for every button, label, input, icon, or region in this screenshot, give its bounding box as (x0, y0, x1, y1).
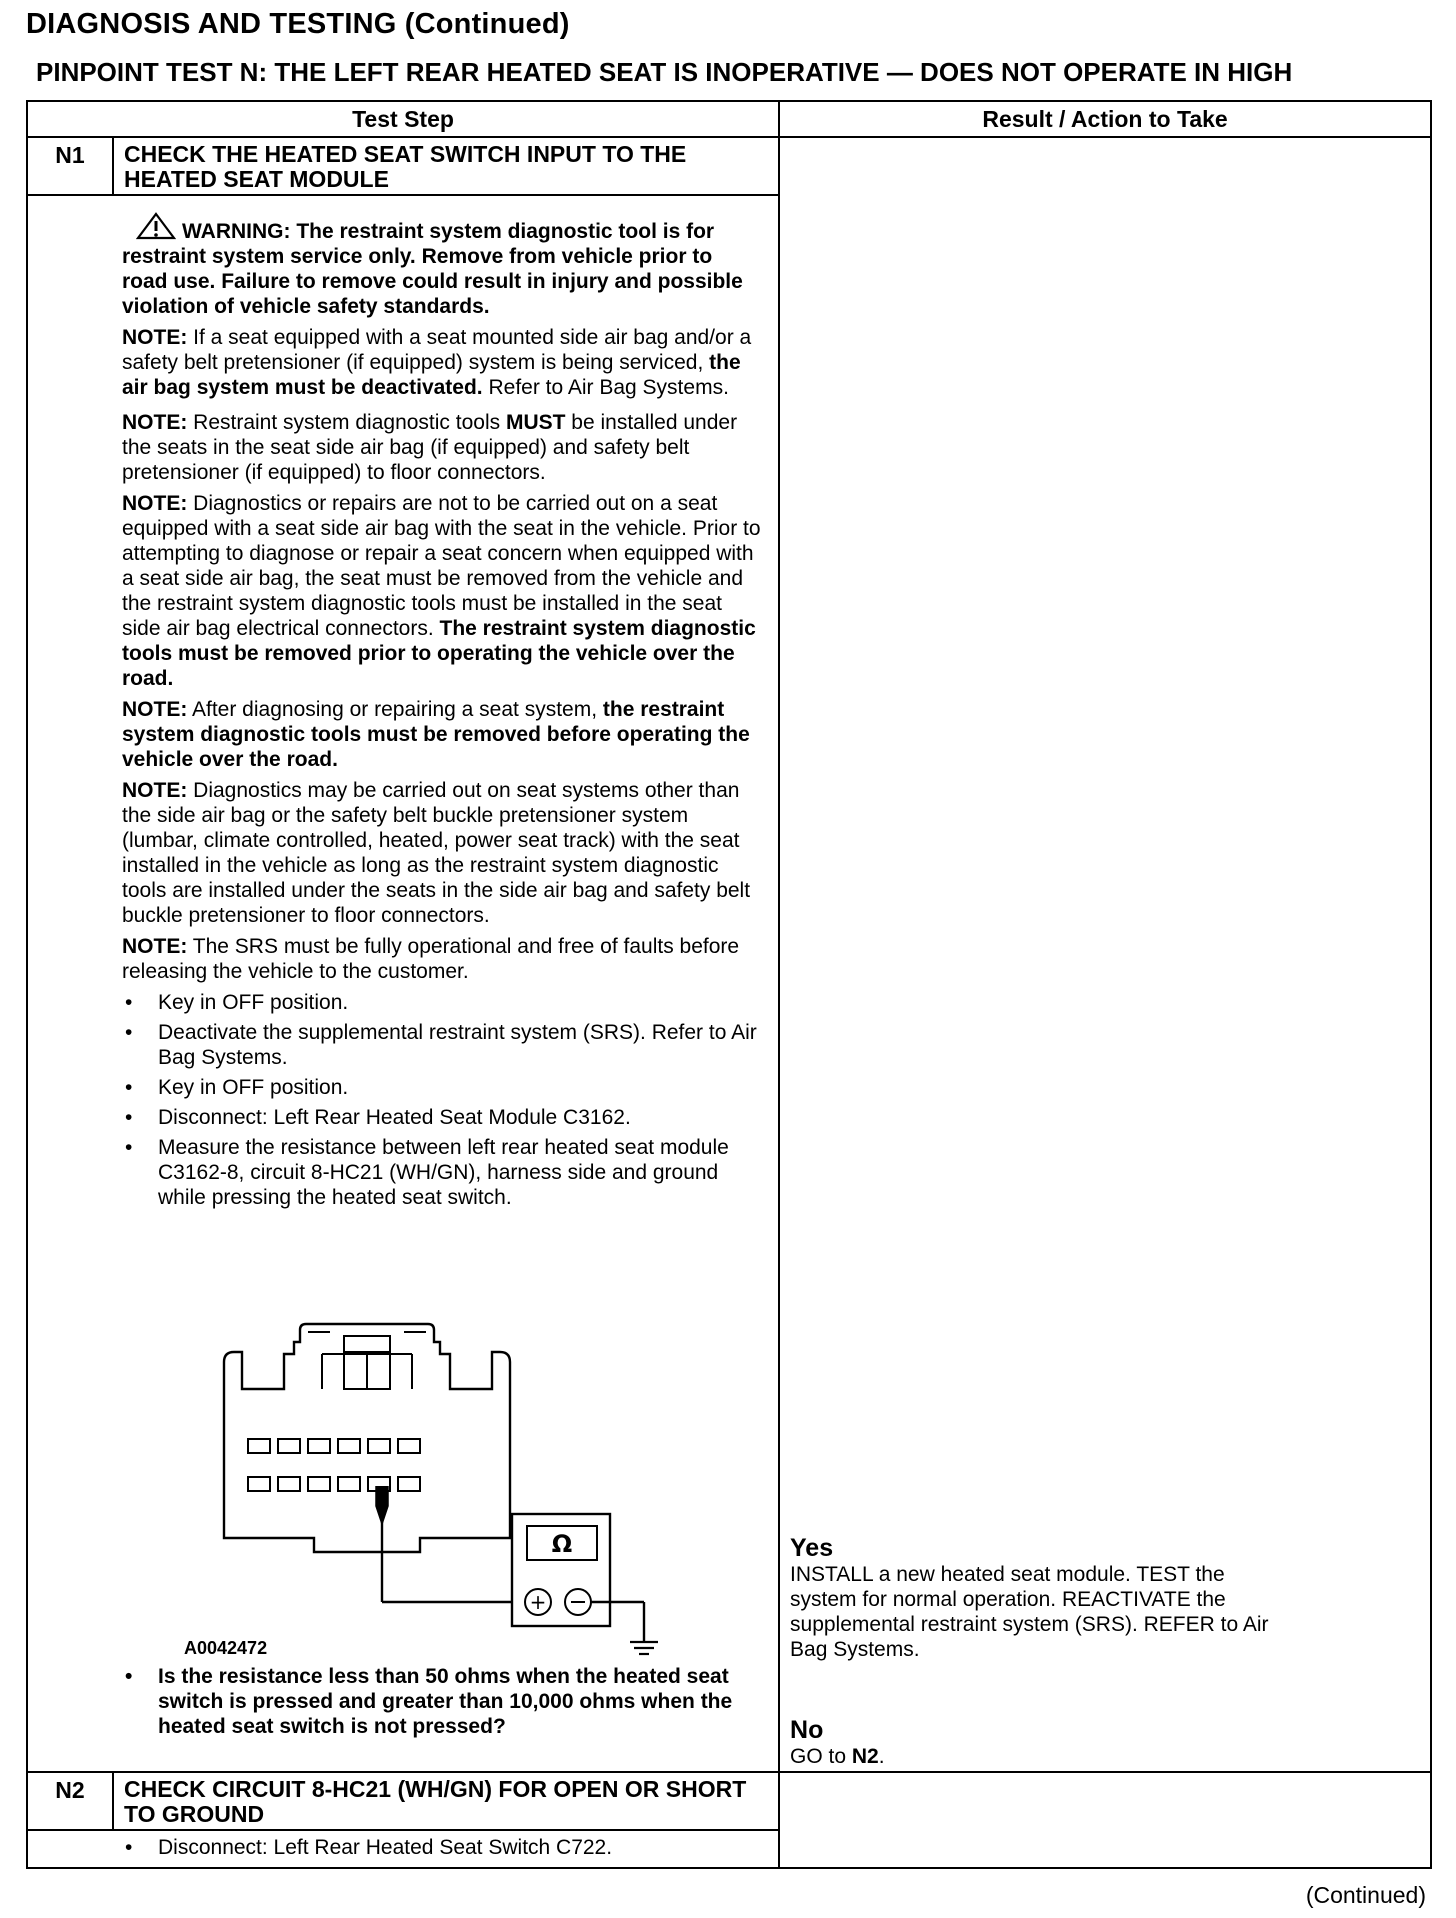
result-cell-n2 (779, 1772, 1431, 1868)
svg-text:+: + (529, 1590, 547, 1614)
table-header-row (27, 101, 1431, 137)
note-3-text-b: The restraint system diagnostic tools must be removed prior to operating the vehicle over the road. (122, 617, 756, 690)
warning-paragraph (122, 212, 762, 319)
step-id-n1: N1 (27, 137, 113, 195)
pin-row-bottom (248, 1477, 420, 1491)
probe-tip (376, 1486, 388, 1524)
result-no-label: No (790, 1716, 824, 1744)
continued-label: (Continued) (1305, 1882, 1426, 1908)
result-no-link-n2[interactable]: N2 (851, 1745, 879, 1768)
note-label: NOTE: (122, 935, 188, 958)
result-yes-label: Yes (790, 1534, 834, 1562)
step-row-n2-heading (27, 1772, 1431, 1830)
note-5-text: Diagnostics may be carried out on seat systems other than the side air bag or the safety belt buckle pretensioner system (lumbar, climate controlled, heated, power seat track) with the seat installed in the vehicle as long as the restraint system diagnostic tools are installed under the seats in the side air bag and safety belt buckle pretensioner to floor connectors. (122, 779, 751, 927)
question-text: • Is the resistance less than 50 ohms when the heated seat switch is pressed and greater than 10,000 ohms when the heated seat switch is not pressed? (122, 1664, 762, 1739)
list-item: • Disconnect: Left Rear Heated Seat Module C3162. (122, 1105, 762, 1130)
result-no-period: . (878, 1745, 885, 1768)
pinpoint-test-title: PINPOINT TEST N: THE LEFT REAR HEATED SEAT IS INOPERATIVE — DOES NOT OPERATE IN HIGH (36, 57, 1293, 87)
connector-diagram (122, 1224, 762, 1664)
n1-bullet-list (122, 990, 762, 1210)
note-6-text: The SRS must be fully operational and free of faults before releasing the vehicle to the customer. (122, 935, 740, 983)
note-6 (122, 934, 762, 984)
note-label: NOTE: (122, 698, 188, 721)
note-2-text-a: Restraint system diagnostic tools (187, 411, 506, 434)
ground-symbol (630, 1642, 658, 1654)
note-4-text-b: the restraint system diagnostic tools must be removed before operating the vehicle over the road. (122, 698, 750, 771)
note-label: NOTE: (122, 411, 188, 434)
note-1-text-c: Refer to Air Bag Systems. (482, 376, 729, 399)
n1-question (122, 1664, 762, 1739)
step-heading-n2: CHECK CIRCUIT 8-HC21 (WH/GN) FOR OPEN OR SHORT TO GROUND (113, 1772, 779, 1830)
note-1-text-a: If a seat equipped with a seat mounted side air bag and/or a safety belt pretensioner (if equipped) system is being serviced, (122, 326, 752, 374)
note-5 (122, 778, 762, 928)
step-heading-n1: CHECK THE HEATED SEAT SWITCH INPUT TO THE HEATED SEAT MODULE (113, 137, 779, 195)
note-4-text-a: After diagnosing or repairing a seat system, (187, 698, 603, 721)
list-item: • Disconnect: Left Rear Heated Seat Switch C722. (122, 1835, 762, 1860)
note-2-text-c: be installed under the seats in the seat side air bag (if equipped) and safety belt pretensioner (if equipped) to floor connectors. (122, 411, 738, 484)
warning-triangle-icon (136, 212, 176, 240)
list-item: • Key in OFF position. (122, 990, 762, 1015)
note-3 (122, 491, 762, 691)
result-no-text: GO to (790, 1745, 852, 1768)
result-yes-text: INSTALL a new heated seat module. TEST the system for normal operation. REACTIVATE the supplemental restraint system (SRS). REFER to Air Bag Systems. (790, 1563, 1269, 1661)
ohm-symbol: Ω (551, 1530, 573, 1558)
note-2-text-b: MUST (505, 411, 566, 434)
result-yes (790, 1534, 1290, 1662)
list-item: • Measure the resistance between left rear heated seat module C3162-8, circuit 8-HC21 (WH/GN), harness side and ground while pressing the heated seat switch. (122, 1135, 762, 1210)
note-label: NOTE: (122, 779, 188, 802)
note-3-text-a: Diagnostics or repairs are not to be carried out on a seat equipped with a seat side air bag with the seat in the vehicle. Prior to attempting to diagnose or repair a seat concern when equipped with a seat side air bag, the seat must be removed from the vehicle and the restraint system diagnostic tools must be installed in the seat side air bag electrical connectors. (122, 492, 761, 640)
note-1 (122, 325, 762, 400)
step-id-n2: N2 (27, 1772, 113, 1830)
step-body-n1 (27, 195, 779, 1772)
warning-text: WARNING: The restraint system diagnostic tool is for restraint system service only. Remove from vehicle prior to road use. Failure to remove could result in injury and possible violation of vehicle safety standards. (122, 220, 743, 318)
list-item: • Deactivate the supplemental restraint system (SRS). Refer to Air Bag Systems. (122, 1020, 762, 1070)
step-row-n1-heading (27, 137, 1431, 195)
note-label: NOTE: (122, 326, 188, 349)
note-4 (122, 697, 762, 772)
step-body-n2 (27, 1830, 779, 1868)
result-cell-n1 (779, 137, 1431, 1772)
pin-row-top (248, 1439, 420, 1453)
figure-id: A0042472 (184, 1638, 268, 1658)
result-no (790, 1716, 1290, 1769)
note-2 (122, 410, 762, 485)
column-header-test-step: Test Step (27, 101, 779, 137)
note-label: NOTE: (122, 492, 188, 515)
pinpoint-test-table (26, 100, 1432, 1869)
list-item: • Key in OFF position. (122, 1075, 762, 1100)
page-title: DIAGNOSIS AND TESTING (Continued) (26, 8, 570, 40)
column-header-result: Result / Action to Take (779, 101, 1431, 137)
n2-bullet-list (122, 1835, 762, 1860)
connector-diagram-svg (122, 1224, 702, 1664)
note-1-text-b: the air bag system must be deactivated. (122, 351, 741, 399)
